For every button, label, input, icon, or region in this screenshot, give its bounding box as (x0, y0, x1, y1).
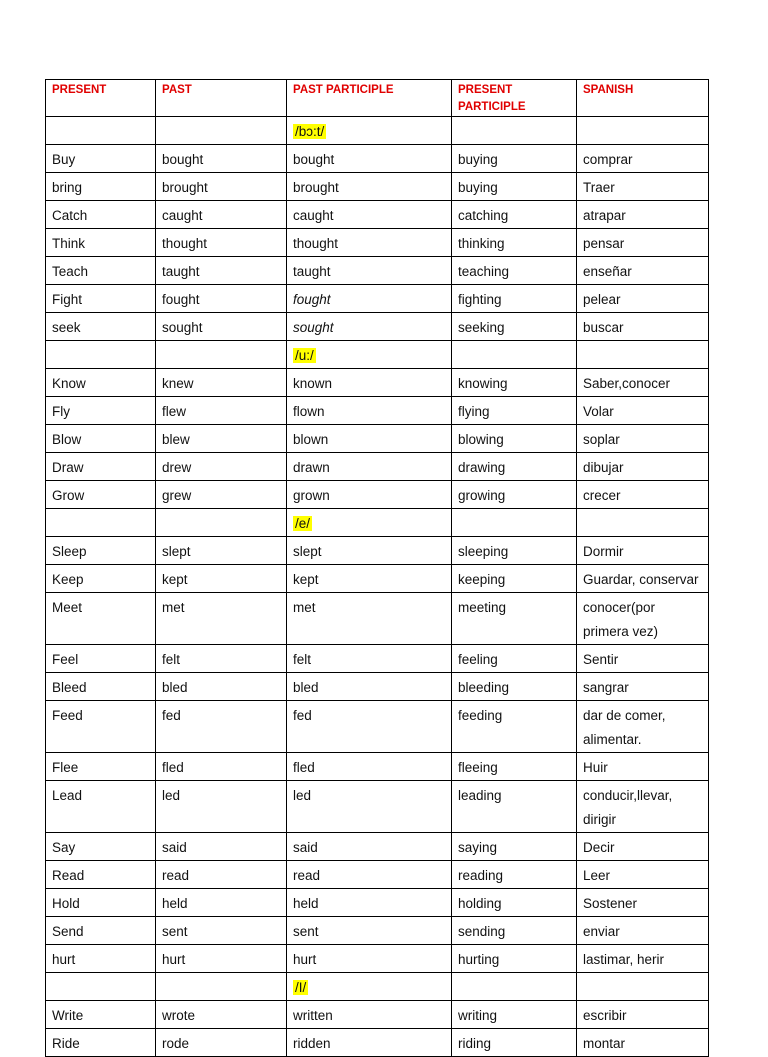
table-row (46, 229, 709, 257)
table-body (46, 117, 709, 1057)
cell-past: flew (156, 397, 287, 425)
cell-past: caught (156, 201, 287, 229)
sound-group-row (46, 117, 709, 145)
table-row (46, 397, 709, 425)
cell-present: Draw (46, 453, 156, 481)
table-row (46, 701, 709, 753)
empty-cell (46, 117, 156, 145)
cell-past-participle: thought (287, 229, 452, 257)
cell-spanish: montar (577, 1029, 709, 1057)
sound-group-row (46, 341, 709, 369)
cell-past-participle: bought (287, 145, 452, 173)
cell-present-participle: flying (452, 397, 577, 425)
cell-present-participle: drawing (452, 453, 577, 481)
cell-past-participle: met (287, 593, 452, 645)
cell-past-participle: led (287, 781, 452, 833)
cell-past: felt (156, 645, 287, 673)
empty-cell (452, 341, 577, 369)
cell-past: fled (156, 753, 287, 781)
cell-past: slept (156, 537, 287, 565)
cell-present: hurt (46, 945, 156, 973)
cell-present: Sleep (46, 537, 156, 565)
cell-spanish: enseñar (577, 257, 709, 285)
cell-spanish: Sentir (577, 645, 709, 673)
cell-past: grew (156, 481, 287, 509)
cell-present: Catch (46, 201, 156, 229)
table-row (46, 645, 709, 673)
cell-past-participle: felt (287, 645, 452, 673)
sound-group-row (46, 973, 709, 1001)
cell-present: Grow (46, 481, 156, 509)
cell-past-participle: sent (287, 917, 452, 945)
table-row (46, 1029, 709, 1057)
cell-past: said (156, 833, 287, 861)
cell-past: sent (156, 917, 287, 945)
cell-past-participle: fled (287, 753, 452, 781)
cell-spanish: Leer (577, 861, 709, 889)
cell-present-participle: growing (452, 481, 577, 509)
cell-present-participle: reading (452, 861, 577, 889)
cell-past: fought (156, 285, 287, 313)
cell-past: fed (156, 701, 287, 753)
cell-present: bring (46, 173, 156, 201)
empty-cell (452, 509, 577, 537)
cell-spanish: crecer (577, 481, 709, 509)
cell-past: rode (156, 1029, 287, 1057)
cell-spanish: buscar (577, 313, 709, 341)
table-row (46, 425, 709, 453)
cell-spanish: sangrar (577, 673, 709, 701)
cell-spanish: Traer (577, 173, 709, 201)
empty-cell (46, 509, 156, 537)
cell-spanish: Sostener (577, 889, 709, 917)
cell-spanish: Guardar, conservar (577, 565, 709, 593)
table-row (46, 313, 709, 341)
table-row (46, 481, 709, 509)
cell-present-participle: fighting (452, 285, 577, 313)
header-present: PRESENT (46, 80, 156, 117)
cell-past-participle: flown (287, 397, 452, 425)
table-row (46, 285, 709, 313)
cell-past: kept (156, 565, 287, 593)
table-row (46, 453, 709, 481)
cell-spanish: Dormir (577, 537, 709, 565)
cell-past-participle: read (287, 861, 452, 889)
cell-spanish: soplar (577, 425, 709, 453)
table-row (46, 173, 709, 201)
empty-cell (46, 973, 156, 1001)
cell-past-participle: fought (287, 285, 452, 313)
table-row (46, 145, 709, 173)
cell-present: Think (46, 229, 156, 257)
table-row (46, 565, 709, 593)
cell-past-participle: hurt (287, 945, 452, 973)
cell-past-participle: known (287, 369, 452, 397)
cell-past: bought (156, 145, 287, 173)
empty-cell (577, 117, 709, 145)
empty-cell (577, 973, 709, 1001)
cell-present-participle: holding (452, 889, 577, 917)
cell-present-participle: teaching (452, 257, 577, 285)
header-spanish: SPANISH (577, 80, 709, 117)
cell-present-participle: feeling (452, 645, 577, 673)
sound-label: /I/ (295, 980, 307, 995)
table-row (46, 673, 709, 701)
cell-present-participle: buying (452, 145, 577, 173)
cell-past: read (156, 861, 287, 889)
cell-present-participle: seeking (452, 313, 577, 341)
cell-past: met (156, 593, 287, 645)
cell-spanish: pelear (577, 285, 709, 313)
sound-cell (287, 973, 452, 1001)
header-past: PAST (156, 80, 287, 117)
cell-present-participle: fleeing (452, 753, 577, 781)
cell-spanish: dibujar (577, 453, 709, 481)
cell-past: wrote (156, 1001, 287, 1029)
table-row (46, 861, 709, 889)
empty-cell (156, 341, 287, 369)
cell-present: Keep (46, 565, 156, 593)
cell-past: brought (156, 173, 287, 201)
cell-present: Meet (46, 593, 156, 645)
header-present-participle: PRESENT PARTICIPLE (452, 80, 577, 117)
cell-past-participle: written (287, 1001, 452, 1029)
cell-present: Feel (46, 645, 156, 673)
table-row (46, 917, 709, 945)
cell-past-participle: sought (287, 313, 452, 341)
cell-past-participle: fed (287, 701, 452, 753)
empty-cell (577, 341, 709, 369)
cell-spanish: escribir (577, 1001, 709, 1029)
table-row (46, 753, 709, 781)
cell-present-participle: saying (452, 833, 577, 861)
table-row (46, 537, 709, 565)
cell-present-participle: sleeping (452, 537, 577, 565)
cell-spanish: comprar (577, 145, 709, 173)
sound-group-row (46, 509, 709, 537)
cell-present: seek (46, 313, 156, 341)
cell-past-participle: kept (287, 565, 452, 593)
cell-spanish: Volar (577, 397, 709, 425)
sound-cell (287, 117, 452, 145)
empty-cell (452, 117, 577, 145)
cell-present-participle: catching (452, 201, 577, 229)
table-row (46, 593, 709, 645)
cell-past: bled (156, 673, 287, 701)
cell-spanish: Decir (577, 833, 709, 861)
cell-past: hurt (156, 945, 287, 973)
cell-spanish: Huir (577, 753, 709, 781)
header-past-participle: PAST PARTICIPLE (287, 80, 452, 117)
table-row (46, 889, 709, 917)
cell-present: Ride (46, 1029, 156, 1057)
sound-label: /u:/ (295, 348, 314, 363)
cell-spanish: pensar (577, 229, 709, 257)
cell-present: Buy (46, 145, 156, 173)
cell-spanish: dar de comer, alimentar. (577, 701, 709, 753)
empty-cell (577, 509, 709, 537)
cell-present: Blow (46, 425, 156, 453)
table-row (46, 833, 709, 861)
sound-label: /e/ (295, 516, 311, 531)
cell-present-participle: riding (452, 1029, 577, 1057)
cell-present: Read (46, 861, 156, 889)
cell-past-participle: brought (287, 173, 452, 201)
sound-label: /bɔ:t/ (295, 124, 325, 139)
cell-past: blew (156, 425, 287, 453)
cell-past-participle: said (287, 833, 452, 861)
cell-past-participle: bled (287, 673, 452, 701)
cell-present-participle: keeping (452, 565, 577, 593)
cell-past-participle: slept (287, 537, 452, 565)
cell-spanish: atrapar (577, 201, 709, 229)
table-row (46, 1001, 709, 1029)
cell-present-participle: feeding (452, 701, 577, 753)
cell-present: Say (46, 833, 156, 861)
cell-past: held (156, 889, 287, 917)
cell-past-participle: drawn (287, 453, 452, 481)
empty-cell (156, 509, 287, 537)
cell-present: Know (46, 369, 156, 397)
cell-present-participle: thinking (452, 229, 577, 257)
cell-present-participle: hurting (452, 945, 577, 973)
empty-cell (156, 117, 287, 145)
sound-cell (287, 341, 452, 369)
cell-present: Write (46, 1001, 156, 1029)
cell-present-participle: leading (452, 781, 577, 833)
sound-cell (287, 509, 452, 537)
cell-present-participle: meeting (452, 593, 577, 645)
empty-cell (156, 973, 287, 1001)
cell-past-participle: held (287, 889, 452, 917)
irregular-verbs-table (45, 79, 709, 1057)
cell-present: Send (46, 917, 156, 945)
cell-present: Lead (46, 781, 156, 833)
cell-past-participle: grown (287, 481, 452, 509)
cell-spanish: Saber,conocer (577, 369, 709, 397)
table-header-row (46, 80, 709, 117)
cell-present-participle: buying (452, 173, 577, 201)
cell-past-participle: taught (287, 257, 452, 285)
cell-present: Hold (46, 889, 156, 917)
empty-cell (46, 341, 156, 369)
cell-past-participle: caught (287, 201, 452, 229)
cell-present-participle: blowing (452, 425, 577, 453)
cell-past-participle: blown (287, 425, 452, 453)
table-row (46, 945, 709, 973)
cell-present-participle: knowing (452, 369, 577, 397)
cell-past: knew (156, 369, 287, 397)
cell-present: Fight (46, 285, 156, 313)
cell-present: Flee (46, 753, 156, 781)
cell-spanish: conducir,llevar, dirigir (577, 781, 709, 833)
cell-present-participle: writing (452, 1001, 577, 1029)
cell-past: drew (156, 453, 287, 481)
cell-present-participle: bleeding (452, 673, 577, 701)
cell-past: thought (156, 229, 287, 257)
cell-present: Fly (46, 397, 156, 425)
cell-present: Feed (46, 701, 156, 753)
cell-past: taught (156, 257, 287, 285)
table-row (46, 257, 709, 285)
cell-past: led (156, 781, 287, 833)
document-page (45, 79, 708, 1057)
cell-spanish: lastimar, herir (577, 945, 709, 973)
table-row (46, 201, 709, 229)
cell-present-participle: sending (452, 917, 577, 945)
cell-past-participle: ridden (287, 1029, 452, 1057)
table-row (46, 369, 709, 397)
table-row (46, 781, 709, 833)
cell-present: Bleed (46, 673, 156, 701)
cell-spanish: enviar (577, 917, 709, 945)
cell-spanish: conocer(por primera vez) (577, 593, 709, 645)
empty-cell (452, 973, 577, 1001)
cell-past: sought (156, 313, 287, 341)
cell-present: Teach (46, 257, 156, 285)
